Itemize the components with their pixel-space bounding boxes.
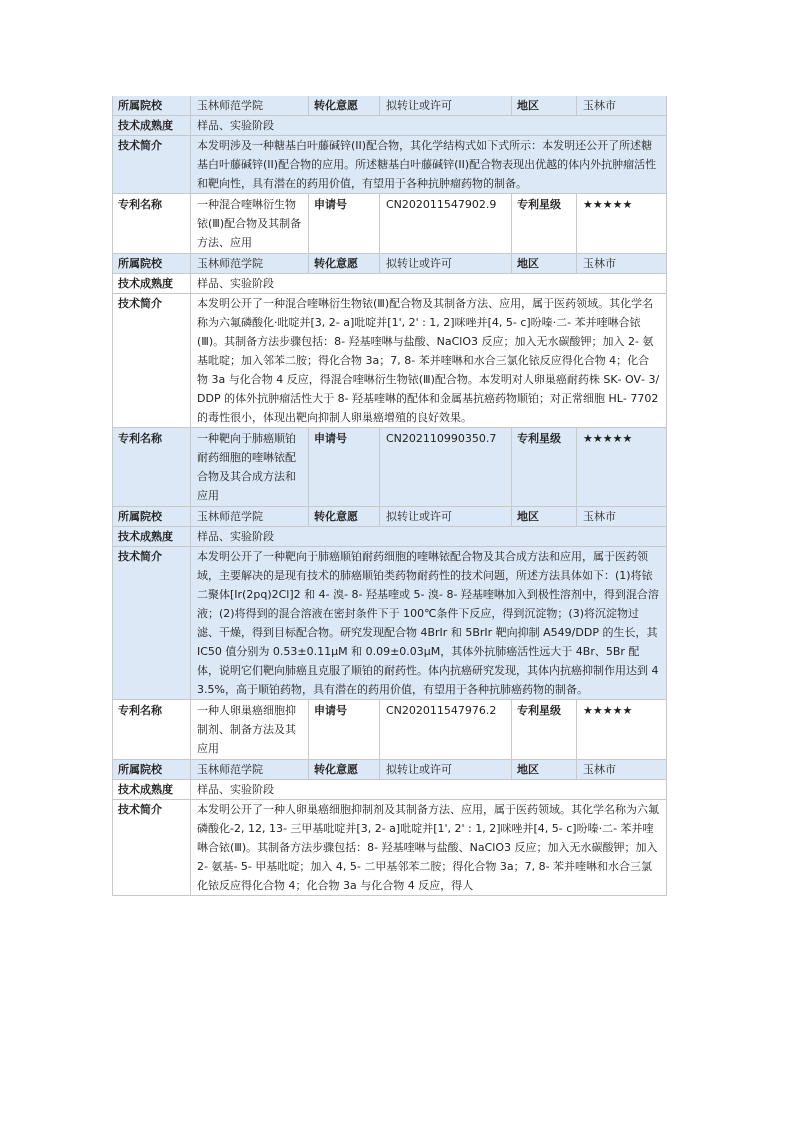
summary-row <box>113 800 667 896</box>
school-label: 所属院校 <box>113 254 191 274</box>
maturity-value: 样品、实验阶段 <box>191 780 667 800</box>
transfer-label: 转化意愿 <box>309 254 380 274</box>
maturity-row <box>113 527 667 547</box>
summary-value: 本发明涉及一种糖基白叶藤碱锌(II)配合物，其化学结构式如下式所示：本发明还公开了所述糖基白叶藤碱锌(II)配合物的应用。所述糖基白叶藤碱锌(II)配合物表现出优越的体内外抗肿瘤活性和靶向性，具有潜在的药用价值，有望用于各种抗肿瘤药物的制备。 <box>191 136 667 194</box>
maturity-value: 样品、实验阶段 <box>191 274 667 294</box>
region-value: 玉林市 <box>577 507 667 527</box>
school-row <box>113 760 667 780</box>
summary-row <box>113 136 667 194</box>
application-no-value: CN202110990350.7 <box>380 428 512 507</box>
star-level-label: 专利星级 <box>512 700 577 760</box>
patent-name-value: 一种混合喹啉衍生物铱(Ⅲ)配合物及其制备方法、应用 <box>191 194 309 254</box>
transfer-value: 拟转让或许可 <box>380 96 512 116</box>
school-label: 所属院校 <box>113 507 191 527</box>
school-row <box>113 507 667 527</box>
star-rating: ★★★★★ <box>577 194 667 254</box>
star-level-label: 专利星级 <box>512 194 577 254</box>
school-value: 玉林师范学院 <box>191 760 309 780</box>
star-level-label: 专利星级 <box>512 428 577 507</box>
summary-label: 技术简介 <box>113 136 191 194</box>
transfer-label: 转化意愿 <box>309 96 380 116</box>
maturity-value: 样品、实验阶段 <box>191 116 667 136</box>
summary-row <box>113 547 667 700</box>
school-value: 玉林师范学院 <box>191 507 309 527</box>
summary-value: 本发明公开了一种混合喹啉衍生物铱(Ⅲ)配合物及其制备方法、应用，属于医药领域。其化学名称为六氟磷酸化·吡啶并[3, 2‐ a]吡啶并[1', 2' : 1, 2]咪唑并[4, 5‐ c]吩嗪·二‐ 苯并喹啉合铱(Ⅲ)。其制备方法步骤包括：8‐ 羟基喹啉与盐酸、NaClO3 反应；加入无水碳酸钾；加入 2‐ 氨基吡啶；加入邻苯二胺；得化合物 3a；7, 8‐ 苯并喹啉和水合三氯化铱反应得化合物 4；化合物 3a 与化合物 4 反应，得混合喹啉衍生物铱(Ⅲ)配合物。本发明对人卵巢癌耐药株 SK‐ OV‐ 3/DDP 的体外抗肿瘤活性大于 8‐ 羟基喹啉的配体和金属基抗癌药物顺铂；对正常细胞 HL‐ 7702 的毒性很小，体现出靶向抑制人卵巢癌增殖的良好效果。 <box>191 294 667 428</box>
maturity-label: 技术成熟度 <box>113 116 191 136</box>
region-label: 地区 <box>512 760 577 780</box>
transfer-label: 转化意愿 <box>309 507 380 527</box>
school-row <box>113 254 667 274</box>
maturity-row <box>113 780 667 800</box>
patent-name-value: 一种人卵巢癌细胞抑制剂、制备方法及其应用 <box>191 700 309 760</box>
application-no-label: 申请号 <box>309 194 380 254</box>
school-value: 玉林师范学院 <box>191 254 309 274</box>
transfer-value: 拟转让或许可 <box>380 254 512 274</box>
school-label: 所属院校 <box>113 96 191 116</box>
region-value: 玉林市 <box>577 96 667 116</box>
application-no-label: 申请号 <box>309 428 380 507</box>
patent-row <box>113 428 667 507</box>
region-label: 地区 <box>512 254 577 274</box>
transfer-label: 转化意愿 <box>309 760 380 780</box>
summary-row <box>113 294 667 428</box>
star-rating: ★★★★★ <box>577 700 667 760</box>
region-label: 地区 <box>512 96 577 116</box>
region-value: 玉林市 <box>577 254 667 274</box>
transfer-value: 拟转让或许可 <box>380 760 512 780</box>
patent-name-label: 专利名称 <box>113 700 191 760</box>
transfer-value: 拟转让或许可 <box>380 507 512 527</box>
patent-name-label: 专利名称 <box>113 194 191 254</box>
school-value: 玉林师范学院 <box>191 96 309 116</box>
summary-value: 本发明公开了一种人卵巢癌细胞抑制剂及其制备方法、应用，属于医药领域。其化学名称为六氟磷酸化‐2, 12, 13‐ 三甲基吡啶并[3, 2‐ a]吡啶并[1', 2' : 1, 2]咪唑并[4, 5‐ c]吩嗪·二‐ 苯并喹啉合铱(Ⅲ)。其制备方法步骤包括：8‐ 羟基喹啉与盐酸、NaClO3 反应；加入无水碳酸钾；加入 2‐ 氨基‐ 5‐ 甲基吡啶；加入 4, 5‐ 二甲基邻苯二胺；得化合物 3a；7, 8‐ 苯并喹啉和水合三氯化铱反应得化合物 4；化合物 3a 与化合物 4 反应，得人 <box>191 800 667 896</box>
patent-name-value: 一种靶向于肺癌顺铂耐药细胞的喹啉铱配合物及其合成方法和应用 <box>191 428 309 507</box>
maturity-label: 技术成熟度 <box>113 274 191 294</box>
patent-row <box>113 700 667 760</box>
patent-row <box>113 194 667 254</box>
maturity-row <box>113 274 667 294</box>
patent-table-page <box>112 96 666 896</box>
region-value: 玉林市 <box>577 760 667 780</box>
maturity-value: 样品、实验阶段 <box>191 527 667 547</box>
maturity-row <box>113 116 667 136</box>
summary-label: 技术简介 <box>113 294 191 428</box>
school-row <box>113 96 667 116</box>
patent-table <box>112 96 667 896</box>
maturity-label: 技术成熟度 <box>113 780 191 800</box>
school-label: 所属院校 <box>113 760 191 780</box>
application-no-value: CN202011547976.2 <box>380 700 512 760</box>
summary-value: 本发明公开了一种靶向于肺癌顺铂耐药细胞的喹啉铱配合物及其合成方法和应用，属于医药领域，主要解决的是现有技术的肺癌顺铂类药物耐药性的技术问题，所述方法具体如下：(1)将铱二聚体[Ir(2pq)2Cl]2 和 4‐ 溴‐ 8‐ 羟基喹或 5‐ 溴‐ 8‐ 羟基喹啉加入到极性溶剂中，得到混合溶液；(2)将得到的混合溶液在密封条件下于 100℃条件下反应，得到沉淀物；(3)将沉淀物过滤、干燥，得到目标配合物。研究发现配合物 4BrIr 和 5BrIr 靶向抑制 A549/DDP 的生长，其 IC50 值分别为 0.53±0.11μM 和 0.09±0.03μM，其体外抗肺癌活性远大于 4Br、5Br 配体，说明它们靶向肺癌且克服了顺铂的耐药性。体内抗癌研究发现，其体内抗癌抑制作用达到 43.5%，高于顺铂药物，具有潜在的药用价值，有望用于各种抗肺癌药物的制备。 <box>191 547 667 700</box>
summary-label: 技术简介 <box>113 547 191 700</box>
patent-name-label: 专利名称 <box>113 428 191 507</box>
application-no-value: CN202011547902.9 <box>380 194 512 254</box>
application-no-label: 申请号 <box>309 700 380 760</box>
maturity-label: 技术成熟度 <box>113 527 191 547</box>
summary-label: 技术简介 <box>113 800 191 896</box>
star-rating: ★★★★★ <box>577 428 667 507</box>
region-label: 地区 <box>512 507 577 527</box>
